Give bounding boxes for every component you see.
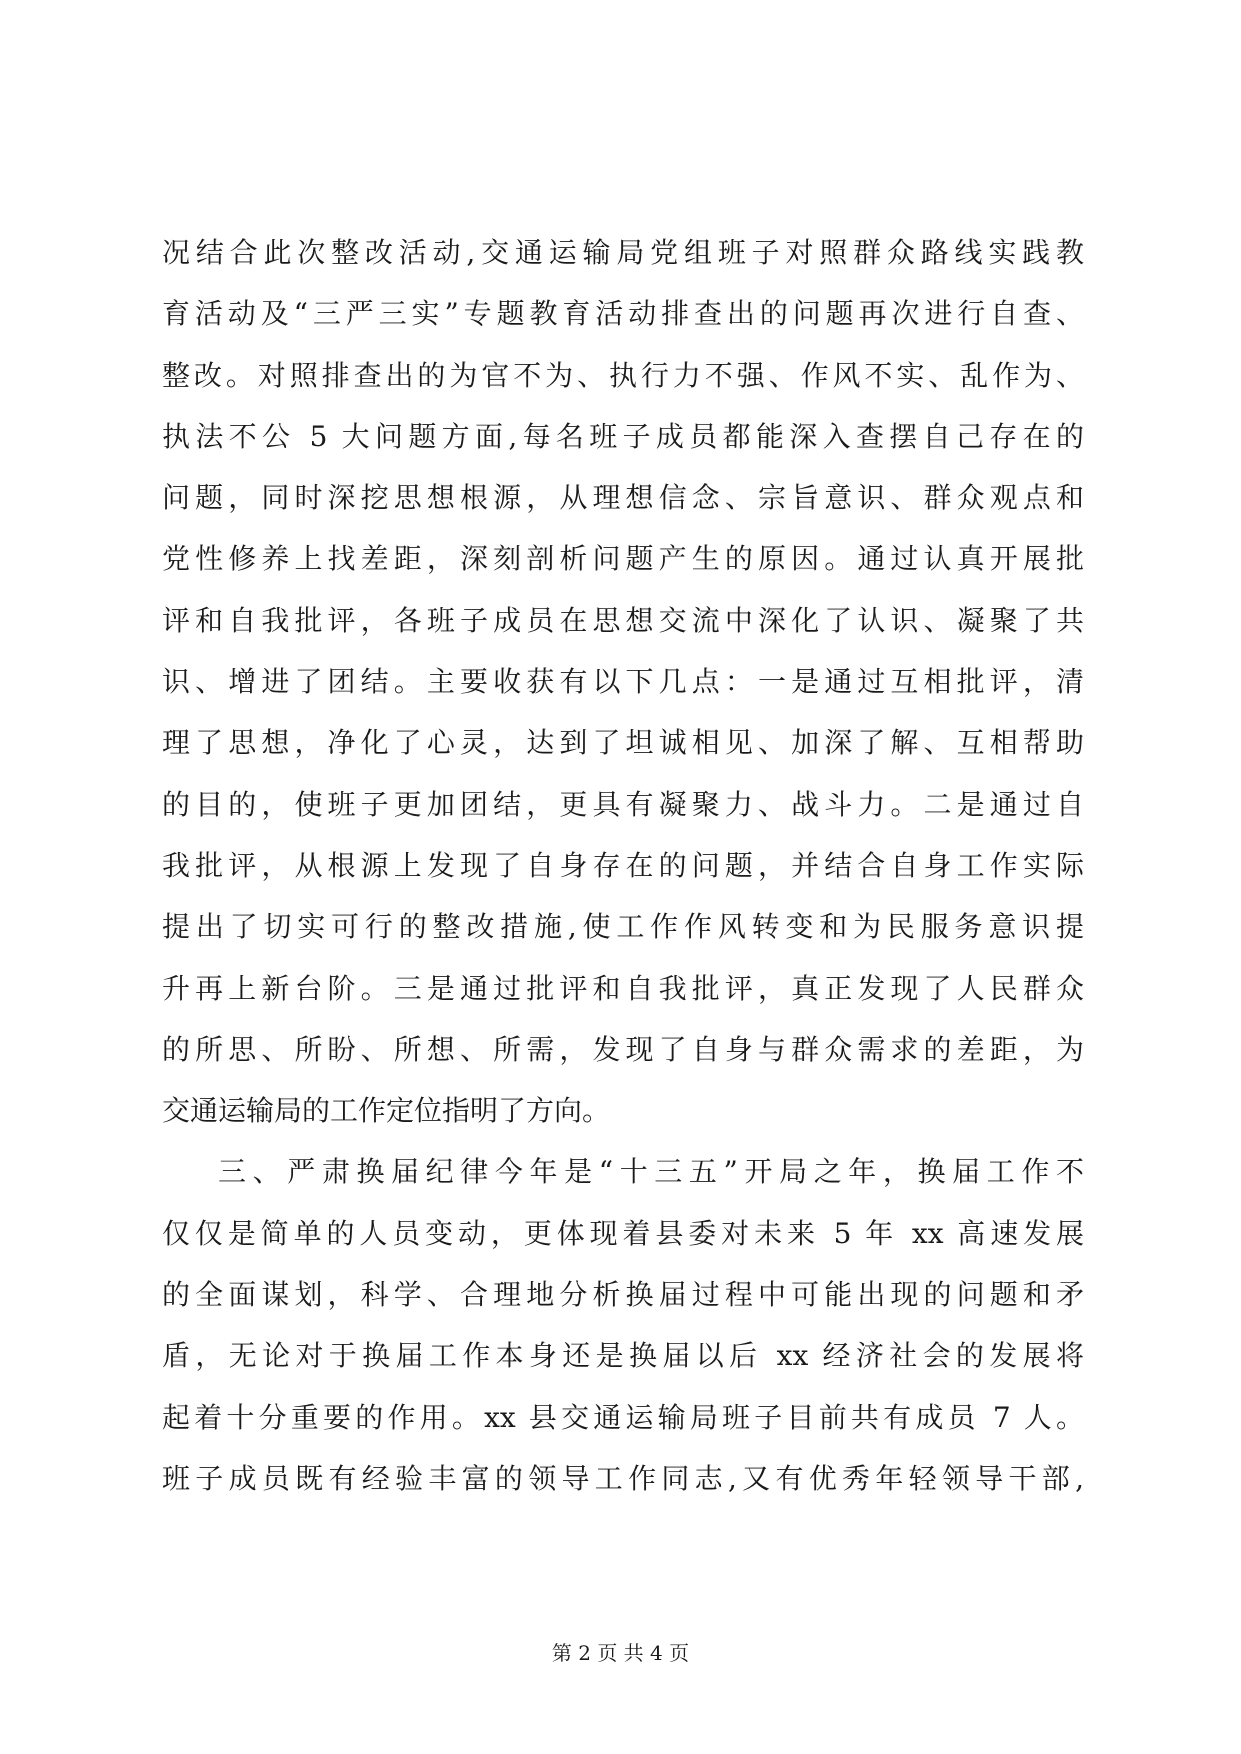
page-number-footer: 第 2 页 共 4 页 [551,1641,690,1665]
text-line: 我批评，从根源上发现了自身存在的问题，并结合自身工作实际 [162,848,1084,882]
text-line: 党性修养上找差距，深刻剖析问题产生的原因。通过认真开展批 [162,542,1084,576]
text-line: 况结合此次整改活动,交通运输局党组班子对照群众路线实践教 [162,236,1084,269]
text-line: 识、增进了团结。主要收获有以下几点：一是通过互相批评，清 [162,665,1084,699]
text-line: 班子成员既有经验丰富的领导工作同志,又有优秀年轻领导干部, [162,1461,1084,1495]
text-line: 的全面谋划，科学、合理地分析换届过程中可能出现的问题和矛 [162,1278,1084,1312]
paragraph-start-line: 三、严肃换届纪律今年是“十三五”开局之年，换届工作不 [218,1155,1084,1189]
text-line: 提出了切实可行的整改措施,使工作作风转变和为民服务意识提 [162,910,1084,944]
text-line: 的目的，使班子更加团结，更具有凝聚力、战斗力。二是通过自 [162,787,1084,821]
text-line: 的所思、所盼、所想、所需，发现了自身与群众需求的差距，为 [162,1032,1084,1066]
text-line: 评和自我批评，各班子成员在思想交流中深化了认识、凝聚了共 [162,603,1084,637]
text-line: 起着十分重要的作用。xx 县交通运输局班子目前共有成员 7 人。 [162,1400,1084,1434]
text-line: 执法不公 5 大问题方面,每名班子成员都能深入查摆自己存在的 [162,419,1084,453]
text-line: 问题，同时深挖思想根源，从理想信念、宗旨意识、群众观点和 [162,481,1084,515]
document-body [162,222,1084,1509]
text-line: 盾，无论对于换届工作本身还是换届以后 xx 经济社会的发展将 [162,1339,1084,1373]
paragraph-end-line: 交通运输局的工作定位指明了方向。 [162,1094,611,1128]
text-line: 育活动及“三严三实”专题教育活动排查出的问题再次进行自查、 [162,297,1084,331]
text-line: 理了思想，净化了心灵，达到了坦诚相见、加深了解、互相帮助 [162,726,1084,760]
text-line: 升再上新台阶。三是通过批评和自我批评，真正发现了人民群众 [162,971,1084,1005]
text-line: 仅仅是简单的人员变动，更体现着县委对未来 5 年 xx 高速发展 [162,1216,1084,1250]
text-line: 整改。对照排查出的为官不为、执行力不强、作风不实、乱作为、 [162,358,1084,392]
